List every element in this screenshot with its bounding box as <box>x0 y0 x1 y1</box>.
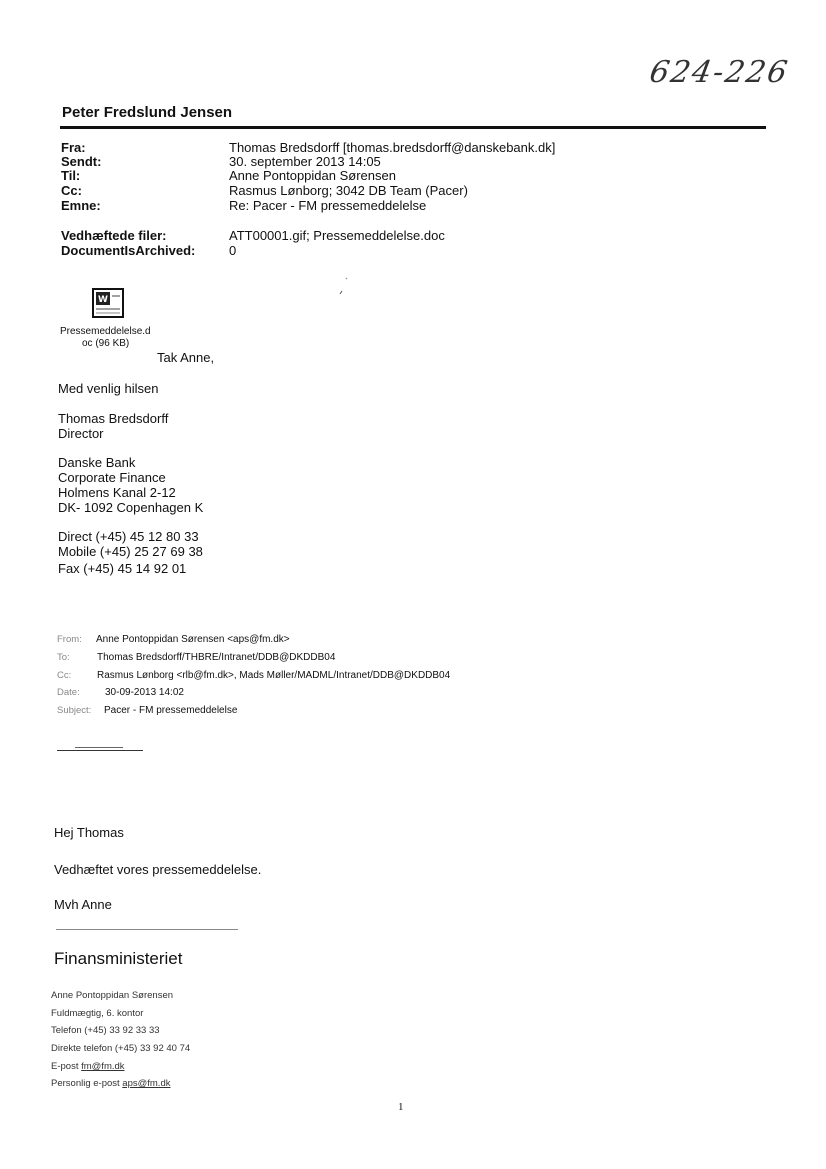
mailbox-owner-name: Peter Fredslund Jensen <box>62 104 233 121</box>
fwd-from-row <box>57 634 290 645</box>
sender-direct-phone: Direct (+45) 45 12 80 33 <box>58 529 199 544</box>
sent-label: Sendt: <box>61 154 102 169</box>
header-rule <box>60 126 766 129</box>
signature-personal-email-row <box>51 1078 170 1089</box>
fwd-to-value: Thomas Bredsdorff/THBRE/Intranet/DDB@DKDDB04 <box>97 652 336 663</box>
attachment-filename[interactable] <box>60 326 170 350</box>
signature-personal-email-label: Personlig e-post <box>51 1078 120 1089</box>
original-closing: Mvh Anne <box>54 897 112 912</box>
attachment-filename-line1: Pressemeddelelse.d <box>60 326 151 337</box>
fwd-subject-label: Subject: <box>57 705 92 716</box>
page-number: 1 <box>398 1101 404 1113</box>
signature-phone: Telefon (+45) 33 92 33 33 <box>51 1025 160 1036</box>
original-body: Vedhæftet vores pressemeddelelse. <box>54 862 262 877</box>
signature-email-link[interactable]: fm@fm.dk <box>81 1061 125 1072</box>
sender-name: Thomas Bredsdorff <box>58 411 169 426</box>
fwd-to-row <box>57 652 336 663</box>
fwd-cc-label: Cc: <box>57 670 72 681</box>
attachments-label: Vedhæftede filer: <box>61 228 167 243</box>
separator-line <box>57 750 143 751</box>
sender-department: Corporate Finance <box>58 470 166 485</box>
reply-closing: Med venlig hilsen <box>58 381 159 396</box>
sender-fax: Fax (+45) 45 14 92 01 <box>58 561 187 576</box>
handwritten-reference-number: 624-226 <box>646 55 792 90</box>
svg-text:W: W <box>98 295 108 305</box>
attachments-value: ATT00001.gif; Pressemeddelelse.doc <box>229 228 445 243</box>
from-value: Thomas Bredsdorff [thomas.bredsdorff@danskebank.dk] <box>229 140 556 155</box>
archived-value: 0 <box>229 243 237 258</box>
word-document-icon[interactable] <box>92 288 124 318</box>
fwd-to-label: To: <box>57 652 70 663</box>
fwd-subject-value: Pacer - FM pressemeddelelse <box>104 705 238 716</box>
cc-label: Cc: <box>61 183 82 198</box>
from-label: Fra: <box>61 140 86 155</box>
fwd-from-value: Anne Pontoppidan Sørensen <aps@fm.dk> <box>96 634 290 645</box>
fwd-cc-row <box>57 670 451 681</box>
to-label: Til: <box>61 168 81 183</box>
cc-value: Rasmus Lønborg; 3042 DB Team (Pacer) <box>229 183 468 198</box>
organization-name: Finansministeriet <box>54 949 183 968</box>
signature-title: Fuldmægtig, 6. kontor <box>51 1008 144 1019</box>
sender-address-line1: Holmens Kanal 2-12 <box>58 485 176 500</box>
signature-email-row <box>51 1061 125 1072</box>
separator-line-top <box>75 747 123 748</box>
fwd-cc-value: Rasmus Lønborg <rlb@fm.dk>, Mads Møller/MADML/Intranet/DDB@DKDDB04 <box>97 670 451 681</box>
sender-company: Danske Bank <box>58 455 136 470</box>
fwd-date-value: 30-09-2013 14:02 <box>105 687 184 698</box>
signature-direct-phone: Direkte telefon (+45) 33 92 40 74 <box>51 1043 191 1054</box>
fwd-date-label: Date: <box>57 687 80 698</box>
stray-mark <box>336 276 350 300</box>
sender-title: Director <box>58 426 104 441</box>
signature-email-label: E-post <box>51 1061 79 1072</box>
fwd-from-label: From: <box>57 634 82 645</box>
to-value: Anne Pontoppidan Sørensen <box>229 168 396 183</box>
original-greeting: Hej Thomas <box>54 825 124 840</box>
subject-value: Re: Pacer - FM pressemeddelelse <box>229 198 427 213</box>
sent-value: 30. september 2013 14:05 <box>229 154 381 169</box>
subject-label: Emne: <box>61 198 101 213</box>
sender-mobile-phone: Mobile (+45) 25 27 69 38 <box>58 544 203 559</box>
reply-greeting: Tak Anne, <box>157 350 215 365</box>
signature-personal-email-link[interactable]: aps@fm.dk <box>122 1078 171 1089</box>
signature-divider <box>56 929 238 930</box>
archived-label: DocumentIsArchived: <box>61 243 196 258</box>
sender-address-line2: DK- 1092 Copenhagen K <box>58 500 204 515</box>
signature-name: Anne Pontoppidan Sørensen <box>51 990 174 1001</box>
fwd-date-row <box>57 687 184 698</box>
attachment-filename-line2: oc (96 KB) <box>82 338 130 349</box>
fwd-subject-row <box>57 705 238 716</box>
